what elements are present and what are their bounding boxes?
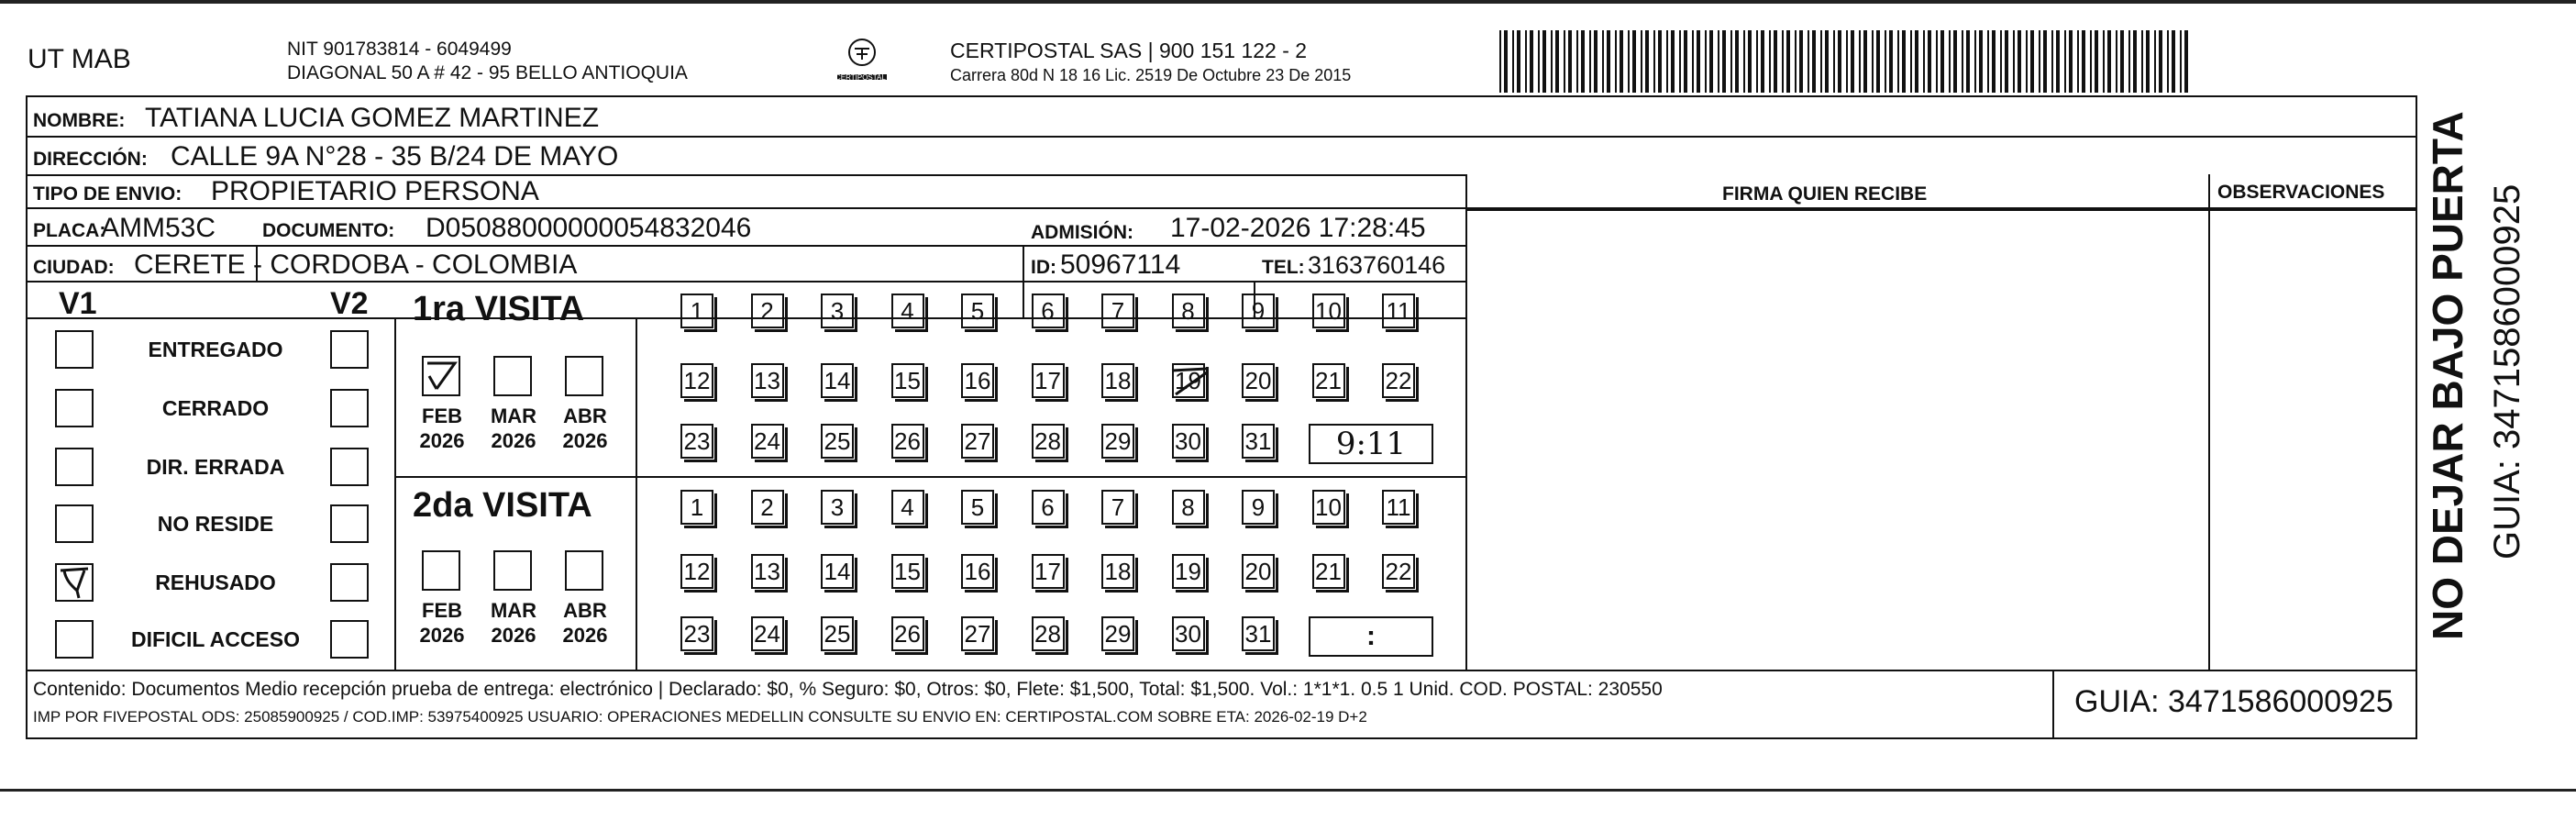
barcode-bar bbox=[1568, 30, 1572, 93]
barcode-bar bbox=[1722, 30, 1726, 93]
barcode-bar bbox=[2030, 30, 2034, 93]
day-box[interactable]: 19 bbox=[1172, 554, 1205, 589]
barcode-bar bbox=[1928, 30, 1931, 93]
documento-value: D05088000000054832046 bbox=[426, 213, 752, 243]
footer-contenido: Contenido: Documentos Medio recepción prueba de entrega: electrónico | Declarado: $0, % Seguro: $0, Otros: $0, Flete: $1,500, Total: $1,500. Vol.: 1*1*1. 0.5 1 Unid. COD. POSTAL: 230550 bbox=[33, 679, 1663, 700]
day-box[interactable]: 18 bbox=[1101, 554, 1134, 589]
barcode-bar bbox=[1820, 30, 1822, 93]
v2-checkbox[interactable] bbox=[330, 563, 369, 602]
day-box[interactable]: 6 bbox=[1032, 490, 1065, 525]
day-box[interactable]: 11 bbox=[1382, 490, 1415, 525]
admision-value: 17-02-2026 17:28:45 bbox=[1170, 213, 1426, 243]
col-divider bbox=[1023, 245, 1024, 317]
year-label: 2026 bbox=[491, 429, 536, 452]
day-box[interactable]: 12 bbox=[680, 554, 713, 589]
day-box[interactable]: 3 bbox=[821, 490, 854, 525]
barcode-bar bbox=[1974, 30, 1976, 93]
barcode-bar bbox=[1525, 30, 1527, 93]
barcode-bar bbox=[1915, 30, 1918, 93]
status-label: DIR. ERRADA bbox=[146, 455, 285, 479]
barcode-bar bbox=[1936, 30, 1938, 93]
status-label: REHUSADO bbox=[155, 571, 276, 594]
id-label: ID: bbox=[1031, 257, 1056, 278]
barcode-bar bbox=[2039, 30, 2040, 93]
day-box[interactable]: 2 bbox=[751, 490, 784, 525]
barcode-bar bbox=[2043, 30, 2047, 93]
id-value: 50967114 bbox=[1060, 249, 1181, 280]
day-box[interactable]: 14 bbox=[821, 363, 854, 398]
barcode-bar bbox=[1923, 30, 1925, 93]
tipo-envio-value: PROPIETARIO PERSONA bbox=[211, 176, 539, 206]
barcode-bar bbox=[1825, 30, 1829, 93]
day-box[interactable]: 24 bbox=[751, 616, 784, 651]
company-name: UT MAB bbox=[28, 44, 131, 74]
barcode-bar bbox=[1555, 30, 1559, 93]
barcode-bar bbox=[1897, 30, 1899, 93]
v1-checkbox[interactable] bbox=[55, 389, 94, 427]
v1-checkbox[interactable] bbox=[55, 504, 94, 543]
placa-label: PLACA: bbox=[33, 220, 106, 241]
day-box[interactable]: 4 bbox=[891, 490, 924, 525]
barcode-bar bbox=[1735, 30, 1739, 93]
day-box[interactable]: 3 bbox=[821, 294, 854, 328]
certipostal-logo bbox=[830, 37, 894, 90]
month-label: FEB bbox=[422, 404, 462, 427]
month-label: ABR bbox=[563, 404, 607, 427]
row-divider bbox=[28, 136, 2416, 138]
month-checkbox-mar[interactable] bbox=[493, 550, 532, 591]
month-checkbox-feb[interactable] bbox=[422, 550, 460, 591]
barcode-bar bbox=[1589, 30, 1591, 93]
barcode-bar bbox=[1782, 30, 1784, 93]
barcode-bar bbox=[1799, 30, 1803, 93]
row-divider bbox=[394, 476, 1465, 478]
month-label: ABR bbox=[563, 599, 607, 622]
barcode-bar bbox=[1718, 30, 1719, 93]
barcode-bar bbox=[2103, 30, 2105, 93]
barcode-bar bbox=[1512, 30, 1514, 93]
barcode-bar bbox=[2000, 30, 2002, 93]
barcode-bar bbox=[2167, 30, 2169, 93]
day-box[interactable]: 22 bbox=[1382, 363, 1415, 398]
month-checkbox-abr[interactable] bbox=[565, 550, 603, 591]
col-divider bbox=[1465, 174, 1467, 670]
col-divider bbox=[636, 317, 637, 670]
barcode-bar bbox=[1692, 30, 1694, 93]
barcode-bar bbox=[2056, 30, 2060, 93]
day-box[interactable]: 7 bbox=[1101, 490, 1134, 525]
v1-checkbox[interactable] bbox=[55, 448, 94, 486]
v2-checkbox[interactable] bbox=[330, 504, 369, 543]
row-divider bbox=[28, 670, 2416, 671]
day-box[interactable]: 22 bbox=[1382, 554, 1415, 589]
firma-label: FIRMA QUIEN RECIBE bbox=[1722, 183, 1928, 205]
barcode-bar bbox=[2133, 30, 2137, 93]
row-divider bbox=[28, 245, 1465, 247]
barcode-bar bbox=[1615, 30, 1617, 93]
guia-box: GUIA: 3471586000925 bbox=[2074, 684, 2394, 719]
month-checkbox-feb[interactable] bbox=[422, 356, 460, 396]
barcode-bar bbox=[2120, 30, 2124, 93]
day-box[interactable]: 31 bbox=[1242, 424, 1275, 459]
barcode-bar bbox=[1966, 30, 1970, 93]
day-box[interactable]: 23 bbox=[680, 424, 713, 459]
barcode-bar bbox=[2159, 30, 2162, 93]
direccion-value: CALLE 9A N°28 - 35 B/24 DE MAYO bbox=[171, 141, 619, 172]
barcode-bar bbox=[1992, 30, 1996, 93]
barcode-bar bbox=[1769, 30, 1771, 93]
barcode-bar bbox=[2141, 30, 2143, 93]
admision-label: ADMISIÓN: bbox=[1031, 222, 1133, 243]
barcode-bar bbox=[2154, 30, 2156, 93]
company-address: DIAGONAL 50 A # 42 - 95 BELLO ANTIOQUIA bbox=[287, 62, 688, 83]
day-box[interactable]: 5 bbox=[961, 294, 994, 328]
top-border bbox=[0, 0, 2576, 4]
barcode-bar bbox=[1953, 30, 1957, 93]
day-box[interactable]: 8 bbox=[1172, 490, 1205, 525]
day-box[interactable]: 10 bbox=[1312, 490, 1345, 525]
day-box[interactable]: 28 bbox=[1032, 424, 1065, 459]
day-box[interactable]: 29 bbox=[1101, 424, 1134, 459]
day-box[interactable]: 13 bbox=[751, 554, 784, 589]
barcode-bar bbox=[1581, 30, 1585, 93]
day-box[interactable]: 16 bbox=[961, 554, 994, 589]
delivery-form bbox=[26, 95, 2417, 739]
day-box[interactable]: 27 bbox=[961, 424, 994, 459]
v2-label: V2 bbox=[330, 286, 369, 321]
barcode-bar bbox=[1538, 30, 1540, 93]
barcode-bar bbox=[1889, 30, 1893, 93]
barcode-bar bbox=[2116, 30, 2117, 93]
barcode-bar bbox=[2005, 30, 2008, 93]
barcode-bar bbox=[1530, 30, 1533, 93]
col-divider bbox=[2052, 670, 2054, 737]
v2-checkbox[interactable] bbox=[330, 389, 369, 427]
barcode-bar bbox=[1504, 30, 1508, 93]
barcode-bar bbox=[1551, 30, 1553, 93]
barcode-bar bbox=[1808, 30, 1809, 93]
day-box[interactable]: 20 bbox=[1242, 554, 1275, 589]
day-box[interactable]: 31 bbox=[1242, 616, 1275, 651]
barcode-bar bbox=[2077, 30, 2079, 93]
barcode-bar bbox=[1542, 30, 1546, 93]
v1-checkbox[interactable] bbox=[55, 563, 94, 602]
barcode-bar bbox=[1876, 30, 1880, 93]
barcode-bar bbox=[2172, 30, 2175, 93]
documento-label: DOCUMENTO: bbox=[262, 220, 395, 241]
barcode-bar bbox=[1743, 30, 1745, 93]
barcode-bar bbox=[1987, 30, 1989, 93]
day-box[interactable]: 17 bbox=[1032, 554, 1065, 589]
barcode-bar bbox=[1863, 30, 1867, 93]
side-guia: GUIA: 3471586000925 bbox=[2487, 183, 2527, 560]
barcode-bar bbox=[2064, 30, 2066, 93]
year-label: 2026 bbox=[419, 624, 465, 647]
day-box[interactable]: 12 bbox=[680, 363, 713, 398]
v1-checkbox[interactable] bbox=[55, 330, 94, 369]
day-box[interactable]: 24 bbox=[751, 424, 784, 459]
nombre-label: NOMBRE: bbox=[33, 110, 126, 131]
barcode-bar bbox=[1628, 30, 1630, 93]
day-box[interactable]: 26 bbox=[891, 424, 924, 459]
bottom-border bbox=[0, 789, 2576, 792]
footer-imp: IMP POR FIVEPOSTAL ODS: 25085900925 / COD.IMP: 53975400925 USUARIO: OPERACIONES MEDELLIN CONSULTE SU ENVIO EN: CERTIPOSTAL.COM SOBRE ETA: 2026-02-19 D+2 bbox=[33, 708, 1367, 726]
barcode-bar bbox=[2095, 30, 2098, 93]
day-box[interactable]: 21 bbox=[1312, 554, 1345, 589]
barcode-bar bbox=[1645, 30, 1649, 93]
barcode-bar bbox=[1658, 30, 1662, 93]
day-box[interactable]: 4 bbox=[891, 294, 924, 328]
day-box[interactable]: 6 bbox=[1032, 294, 1065, 328]
company-nit: NIT 901783814 - 6049499 bbox=[287, 39, 512, 60]
barcode-bar bbox=[1684, 30, 1687, 93]
v2-checkbox[interactable] bbox=[330, 330, 369, 369]
day-box[interactable]: 19 bbox=[1172, 363, 1205, 398]
day-box[interactable]: 1 bbox=[680, 490, 713, 525]
visit1-time-box[interactable]: 9:11 bbox=[1309, 424, 1433, 464]
barcode-bar bbox=[1910, 30, 1912, 93]
day-box[interactable]: 23 bbox=[680, 616, 713, 651]
day-box[interactable]: 25 bbox=[821, 424, 854, 459]
barcode-bar bbox=[2146, 30, 2150, 93]
day-box[interactable]: 15 bbox=[891, 554, 924, 589]
barcode-bar bbox=[1774, 30, 1777, 93]
day-box[interactable]: 10 bbox=[1312, 294, 1345, 328]
carrier-license: Carrera 80d N 18 16 Lic. 2519 De Octubre 23 De 2015 bbox=[950, 66, 1352, 84]
barcode-bar bbox=[2184, 30, 2188, 93]
visit2-time-box[interactable]: : bbox=[1309, 616, 1433, 657]
v2-checkbox[interactable] bbox=[330, 448, 369, 486]
barcode-bar bbox=[1499, 30, 1501, 93]
barcode-bar bbox=[1949, 30, 1951, 93]
day-box[interactable]: 25 bbox=[821, 616, 854, 651]
day-box[interactable]: 18 bbox=[1101, 363, 1134, 398]
status-label: ENTREGADO bbox=[148, 338, 283, 361]
barcode-bar bbox=[1812, 30, 1816, 93]
day-box[interactable]: 15 bbox=[891, 363, 924, 398]
v1-label: V1 bbox=[59, 286, 97, 321]
barcode-bar bbox=[1761, 30, 1764, 93]
barcode-bar bbox=[1786, 30, 1790, 93]
col-divider bbox=[2208, 174, 2210, 670]
barcode-bar bbox=[1653, 30, 1655, 93]
day-box[interactable]: 9 bbox=[1242, 294, 1275, 328]
barcode-bar bbox=[1730, 30, 1732, 93]
day-box[interactable]: 27 bbox=[961, 616, 994, 651]
visit2-title: 2da VISITA bbox=[413, 486, 592, 525]
barcode-bar bbox=[1846, 30, 1848, 93]
logo-text: CERTIPOSTAL bbox=[835, 73, 886, 82]
day-box[interactable]: 29 bbox=[1101, 616, 1134, 651]
barcode-bar bbox=[1679, 30, 1681, 93]
barcode-bar bbox=[2107, 30, 2111, 93]
barcode-bar bbox=[1709, 30, 1713, 93]
day-box[interactable]: 20 bbox=[1242, 363, 1275, 398]
barcode-bar bbox=[2018, 30, 2021, 93]
barcode-bar bbox=[1602, 30, 1604, 93]
visit1-title: 1ra VISITA bbox=[413, 290, 585, 328]
barcode-bar bbox=[1594, 30, 1598, 93]
day-box[interactable]: 8 bbox=[1172, 294, 1205, 328]
barcode-bar bbox=[1838, 30, 1841, 93]
barcode-bar bbox=[1607, 30, 1610, 93]
barcode-bar bbox=[1748, 30, 1752, 93]
barcode-bar bbox=[1962, 30, 1963, 93]
tel-value: 3163760146 bbox=[1308, 251, 1446, 279]
barcode-bar bbox=[1851, 30, 1854, 93]
barcode-bar bbox=[1872, 30, 1874, 93]
no-dejar-bajo-puerta: NO DEJAR BAJO PUERTA bbox=[2424, 111, 2471, 640]
barcode-bar bbox=[2069, 30, 2073, 93]
year-label: 2026 bbox=[491, 624, 536, 647]
day-box[interactable]: 14 bbox=[821, 554, 854, 589]
status-label: NO RESIDE bbox=[157, 512, 274, 536]
v1-checkbox[interactable] bbox=[55, 620, 94, 659]
month-label: FEB bbox=[422, 599, 462, 622]
day-box[interactable]: 2 bbox=[751, 294, 784, 328]
tel-label: TEL: bbox=[1262, 257, 1305, 278]
barcode-bar bbox=[1902, 30, 1906, 93]
row-divider bbox=[1465, 209, 2416, 211]
barcode-bar bbox=[1885, 30, 1886, 93]
day-box[interactable]: 28 bbox=[1032, 616, 1065, 651]
barcode-bar bbox=[2026, 30, 2028, 93]
day-box[interactable]: 30 bbox=[1172, 616, 1205, 651]
barcode-bar bbox=[1795, 30, 1797, 93]
barcode-bar bbox=[2013, 30, 2015, 93]
barcode-bar bbox=[1979, 30, 1983, 93]
barcode-bar bbox=[1666, 30, 1668, 93]
month-label: MAR bbox=[490, 599, 537, 622]
barcode-bar bbox=[1564, 30, 1565, 93]
day-box[interactable]: 13 bbox=[751, 363, 784, 398]
barcode-bar bbox=[1671, 30, 1675, 93]
barcode-bar bbox=[1632, 30, 1636, 93]
v2-checkbox[interactable] bbox=[330, 620, 369, 659]
year-label: 2026 bbox=[419, 429, 465, 452]
day-box[interactable]: 5 bbox=[961, 490, 994, 525]
day-box[interactable]: 21 bbox=[1312, 363, 1345, 398]
col-divider bbox=[394, 317, 396, 670]
month-label: MAR bbox=[490, 404, 537, 427]
row-divider bbox=[28, 281, 1465, 283]
barcode-bar bbox=[2051, 30, 2053, 93]
tipo-envio-label: TIPO DE ENVIO: bbox=[33, 183, 182, 205]
barcode-bar bbox=[2128, 30, 2130, 93]
direccion-label: DIRECCIÓN: bbox=[33, 149, 148, 170]
barcode-bar bbox=[1620, 30, 1623, 93]
month-checkbox-mar[interactable] bbox=[493, 356, 532, 396]
barcode-bar bbox=[1697, 30, 1700, 93]
day-box[interactable]: 1 bbox=[680, 294, 713, 328]
carrier-name: CERTIPOSTAL SAS | 900 151 122 - 2 bbox=[950, 39, 1308, 62]
barcode-bar bbox=[2180, 30, 2182, 93]
barcode-bar bbox=[1576, 30, 1578, 93]
day-box[interactable]: 9 bbox=[1242, 490, 1275, 525]
month-checkbox-abr[interactable] bbox=[565, 356, 603, 396]
observaciones-label: OBSERVACIONES bbox=[2217, 182, 2385, 203]
barcode-bar bbox=[2082, 30, 2085, 93]
barcode-bar bbox=[2090, 30, 2092, 93]
barcode bbox=[1499, 30, 2192, 93]
day-box[interactable]: 16 bbox=[961, 363, 994, 398]
nombre-value: TATIANA LUCIA GOMEZ MARTINEZ bbox=[145, 103, 600, 133]
barcode-bar bbox=[1705, 30, 1707, 93]
ciudad-value: CERETE - CORDOBA - COLOMBIA bbox=[134, 249, 578, 280]
barcode-bar bbox=[1859, 30, 1861, 93]
year-label: 2026 bbox=[562, 429, 608, 452]
barcode-bar bbox=[1641, 30, 1642, 93]
day-box[interactable]: 30 bbox=[1172, 424, 1205, 459]
day-box[interactable]: 26 bbox=[891, 616, 924, 651]
status-label: DIFICIL ACCESO bbox=[130, 627, 300, 651]
ciudad-label: CIUDAD: bbox=[33, 257, 115, 278]
status-label: CERRADO bbox=[161, 396, 270, 420]
barcode-bar bbox=[1940, 30, 1944, 93]
day-box[interactable]: 7 bbox=[1101, 294, 1134, 328]
placa-value: AMM53C bbox=[101, 213, 216, 243]
barcode-bar bbox=[1833, 30, 1835, 93]
day-box[interactable]: 11 bbox=[1382, 294, 1415, 328]
day-box[interactable]: 17 bbox=[1032, 363, 1065, 398]
barcode-bar bbox=[1517, 30, 1520, 93]
barcode-bar bbox=[1756, 30, 1758, 93]
year-label: 2026 bbox=[562, 624, 608, 647]
